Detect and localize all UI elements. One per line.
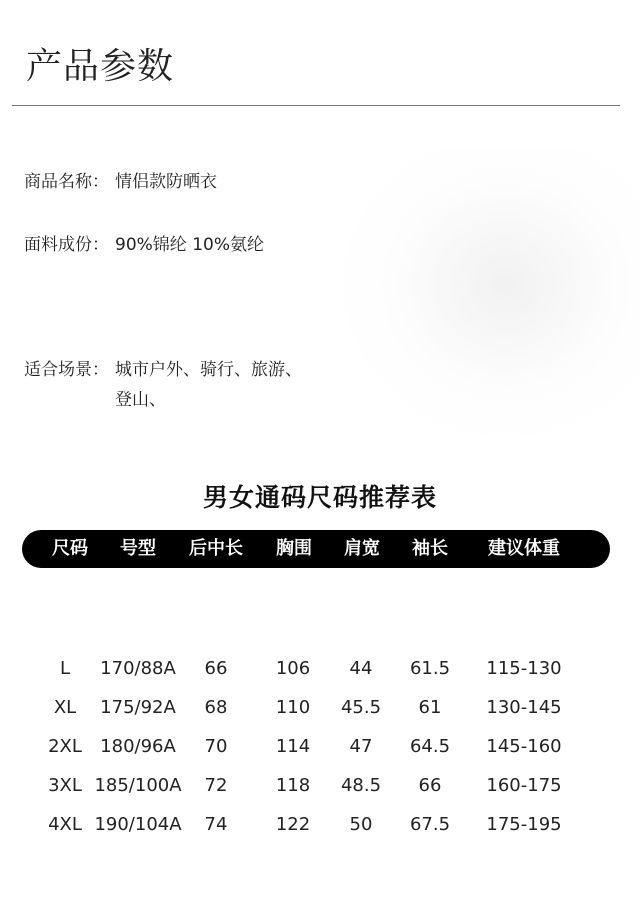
cell-sleeve: 67.5 — [409, 814, 451, 835]
header-model: 号型 — [120, 538, 156, 559]
cell-chest: 114 — [275, 736, 311, 757]
table-row — [0, 732, 640, 762]
title-divider — [12, 105, 620, 106]
cell-sleeve: 66 — [418, 775, 442, 796]
param-value: 90%锦纶 10%氨纶 — [115, 235, 264, 255]
param-product-name — [24, 167, 217, 197]
cell-shoulder: 47 — [349, 736, 373, 757]
size-chart-title: 男女通码尺码推荐表 — [202, 483, 437, 512]
cell-chest: 118 — [275, 775, 311, 796]
header-size: 尺码 — [52, 538, 88, 559]
cell-shoulder: 50 — [349, 814, 373, 835]
cell-shoulder: 48.5 — [340, 775, 382, 796]
cell-back-length: 68 — [204, 697, 228, 718]
cell-sleeve: 64.5 — [409, 736, 451, 757]
param-value — [115, 355, 302, 415]
cell-size: 3XL — [48, 775, 82, 796]
cell-model: 170/88A — [100, 658, 176, 679]
cell-weight: 160-175 — [486, 775, 562, 796]
cell-sleeve: 61 — [418, 697, 442, 718]
size-table-header — [22, 530, 610, 568]
cell-shoulder: 45.5 — [340, 697, 382, 718]
param-label: 商品名称： — [24, 172, 109, 192]
param-value-line: 登山、 — [115, 390, 166, 410]
header-weight: 建议体重 — [488, 538, 560, 559]
cell-chest: 122 — [275, 814, 311, 835]
cell-model: 175/92A — [100, 697, 176, 718]
cell-shoulder: 44 — [349, 658, 373, 679]
cell-weight: 175-195 — [486, 814, 562, 835]
cell-weight: 130-145 — [486, 697, 562, 718]
cell-back-length: 70 — [204, 736, 228, 757]
param-value-line: 城市户外、骑行、旅游、 — [115, 360, 302, 380]
cell-weight: 115-130 — [486, 658, 562, 679]
cell-size: 2XL — [48, 736, 82, 757]
param-scene — [24, 355, 302, 415]
page-title: 产品参数 — [26, 46, 175, 87]
background-glow — [330, 150, 640, 450]
cell-back-length: 74 — [204, 814, 228, 835]
cell-back-length: 72 — [204, 775, 228, 796]
cell-size: XL — [53, 697, 77, 718]
cell-size: 4XL — [48, 814, 82, 835]
cell-sleeve: 61.5 — [409, 658, 451, 679]
cell-chest: 110 — [275, 697, 311, 718]
param-value: 情侣款防晒衣 — [115, 172, 217, 192]
header-back-length: 后中长 — [189, 538, 243, 559]
header-chest: 胸围 — [276, 538, 312, 559]
table-row — [0, 654, 640, 684]
table-row — [0, 810, 640, 840]
table-row — [0, 693, 640, 723]
cell-size: L — [59, 658, 71, 679]
cell-model: 180/96A — [100, 736, 176, 757]
cell-model: 190/104A — [94, 814, 182, 835]
header-sleeve: 袖长 — [412, 538, 448, 559]
param-fabric — [24, 230, 264, 260]
param-label: 面料成份： — [24, 235, 109, 255]
param-label: 适合场景： — [24, 360, 109, 380]
cell-chest: 106 — [275, 658, 311, 679]
cell-weight: 145-160 — [486, 736, 562, 757]
table-row — [0, 771, 640, 801]
header-shoulder: 肩宽 — [344, 538, 380, 559]
cell-back-length: 66 — [204, 658, 228, 679]
cell-model: 185/100A — [94, 775, 182, 796]
